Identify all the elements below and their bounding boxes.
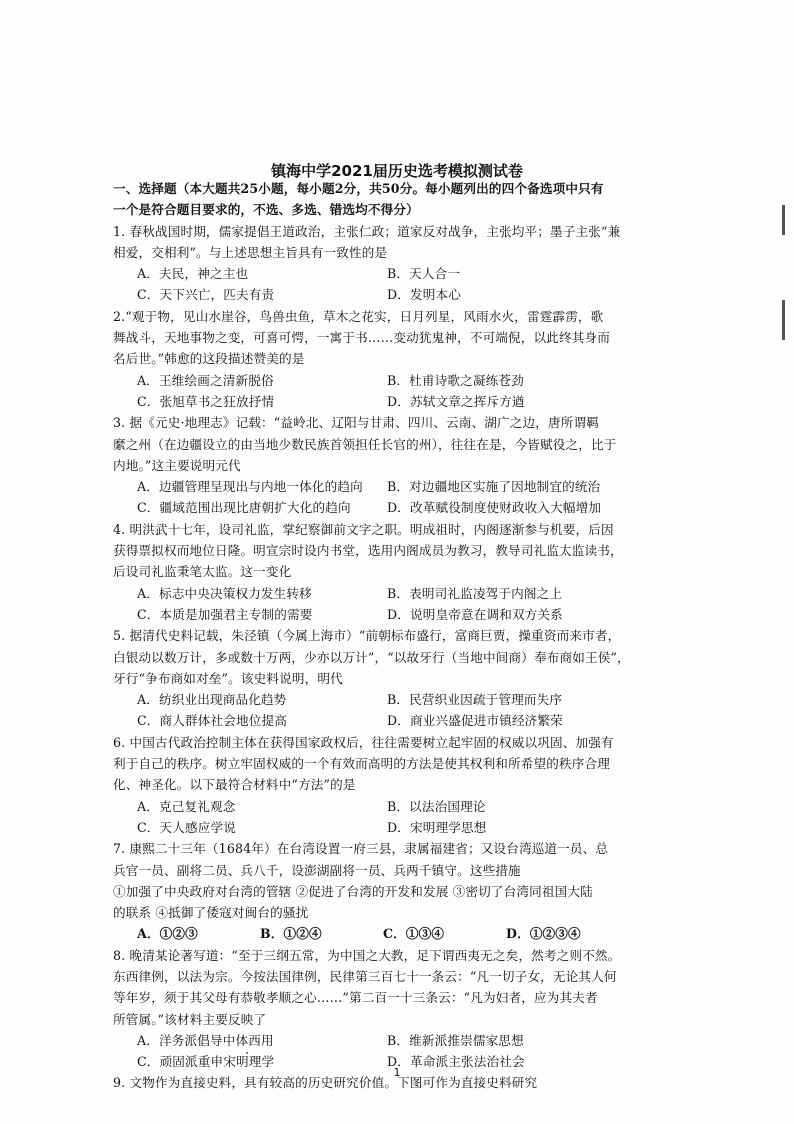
question-7 (113, 838, 683, 944)
option-a: A．标志中央决策权力发生转移 (137, 585, 312, 601)
scan-edge-mark (782, 205, 785, 235)
question-8 (113, 945, 683, 1073)
question-text-line: 名后世。”韩愈的这段描述赞美的是 (113, 351, 305, 367)
option-c: C．天下兴亡，匹夫有责 (137, 287, 275, 303)
question-2 (113, 306, 683, 412)
question-text-line: 8. 晚清某论著写道：“至于三纲五常，为中国之大教，足下谓西夷无之矣，然考之则不然。 (113, 947, 621, 963)
option-a: A．王维绘画之清新脱俗 (137, 372, 274, 388)
question-1 (113, 221, 683, 306)
question-text-line: 6. 中国古代政治控制主体在获得国家政权后，往往需要树立起牢固的权威以巩固、加强有 (113, 734, 614, 750)
question-text-line: 获得票拟权而地位日隆。明宣宗时设内书堂，选用内阁成员为教习，教导司礼监太监读书， (113, 543, 623, 559)
option-b: B．维新派推崇儒家思想 (387, 1032, 524, 1048)
question-text-line: 舞战斗，天地事物之变，可喜可愕，一寓于书……变动犹鬼神，不可端倪，以此终其身而 (113, 330, 611, 346)
question-text-line: 兵官一员、副将二员、兵八千，设澎湖副将一员、兵两千镇守。这些措施 (113, 862, 521, 878)
question-text-line: 内地。”这主要说明元代 (113, 457, 241, 473)
option-c: C．天人感应学说 (137, 819, 236, 835)
question-text-line: 相爱，交相利”。与上述思想主旨具有一致性的是 (113, 244, 388, 260)
option-d: D．改革赋役制度使财政收入大幅增加 (387, 500, 602, 516)
option-c: C．顽固派重申宋明理学 (137, 1054, 275, 1070)
scan-edge-mark (782, 300, 785, 340)
option-a: A．洋务派倡导中体西用 (137, 1032, 274, 1048)
option-d: D．发明本心 (387, 287, 461, 303)
option-d: D．商业兴盛促进市镇经济繁荣 (387, 713, 563, 729)
option-b: B．对边疆地区实施了因地制宜的统治 (387, 479, 601, 495)
option-b: B．以法治国理论 (387, 798, 486, 814)
question-text-line: 的联系 ④抵御了倭寇对闽台的骚扰 (113, 905, 309, 921)
option-a: A．纺织业出现商品化趋势 (137, 692, 287, 708)
option-c: C．张旭草书之狂放抒情 (137, 393, 275, 409)
page-title: 镇海中学2021届历史选考模拟测试卷 (271, 162, 523, 180)
option-d: D．苏轼文章之挥斥方遒 (387, 393, 525, 409)
question-text-line: 白银动以数万计，多或数十万两，少亦以万计”，“以故牙行（当地中间商）奉布商如王侯”， (113, 649, 630, 665)
option-c: C．①③④ (383, 926, 445, 942)
option-b: B．民营织业因疏于管理而失序 (387, 692, 563, 708)
question-text-line: 4. 明洪武十七年，设司礼监，掌纪察御前文字之职。明成祖时，内阁逐渐参与机要，后因 (113, 521, 614, 537)
option-c: C．疆域范围出现比唐朝扩大化的趋向 (137, 500, 351, 516)
option-c: C．本质是加强君主专制的需要 (137, 606, 313, 622)
option-b: B．表明司礼监凌驾于内阁之上 (387, 585, 563, 601)
question-text-line: 3. 据《元史·地理志》记载：“益岭北、辽阳与甘肃、四川、云南、湖广之边，唐所谓羁 (113, 415, 599, 431)
question-text-line: 利于自己的秩序。树立牢固权威的一个有效而高明的方法是使其权利和所希望的秩序合理 (113, 756, 611, 772)
question-text-line: 化、神圣化。以下最符合材料中“方法”的是 (113, 777, 356, 793)
question-6 (113, 732, 683, 838)
scan-speck (246, 1052, 248, 1054)
question-text-line: 后设司礼监秉笔太监。这一变化 (113, 564, 292, 580)
option-a: A．夫民，神之主也 (137, 266, 249, 282)
option-a: A．①②③ (137, 926, 198, 942)
question-text-line: 5. 据清代史料记载，朱泾镇（今属上海市）“前朝标布盛行，富商巨贾，操重资而来市者， (113, 628, 621, 644)
question-text-line: 2.“观于物，见山水崖谷，鸟兽虫鱼，草木之花实，日月列星，风雨水火，雷霆霹雳，歌 (113, 308, 604, 324)
page-number: 1 (393, 1066, 401, 1079)
option-a: A．边疆管理呈现出与内地一体化的趋向 (137, 479, 363, 495)
option-b: B．杜甫诗歌之凝练苍劲 (387, 372, 524, 388)
exam-content (113, 178, 683, 1094)
option-b: B．天人合一 (387, 266, 461, 282)
option-c: C．商人群体社会地位提高 (137, 713, 287, 729)
question-text-line: ①加强了中央政府对台湾的管辖 ②促进了台湾的开发和发展 ③密切了台湾同祖国大陆 (113, 883, 593, 899)
question-text-line: 1. 春秋战国时期，儒家提倡王道政治，主张仁政；道家反对战争，主张均平；墨子主张“兼 (113, 223, 621, 239)
option-b: B．①②④ (260, 926, 322, 942)
question-text-line: 7. 康熙二十三年（1684年）在台湾设置一府三县，隶属福建省；又设台湾巡道一员、总 (113, 841, 609, 857)
section-heading-line: 一个是符合题目要求的，不选、多选、错选均不得分） (113, 202, 419, 218)
option-d: D．宋明理学思想 (387, 819, 487, 835)
question-text-line: 等年岁，须于其父母有恭敬孝顺之心……”第二百一十三条云：“凡为妇者，应为其夫者 (113, 990, 598, 1006)
option-a: A．克己复礼观念 (137, 798, 236, 814)
section-heading-line: 一、选择题（本大题共25小题，每小题2分，共50分。每小题列出的四个备选项中只有 (113, 181, 604, 196)
question-text-line: 东西律例，以法为宗。今按法国律例，民律第三百七十一条云：“凡一切子女，无论其人何 (113, 968, 617, 984)
question-text-line: 9. 文物作为直接史料，具有较高的历史研究价值。下图可作为直接史料研究 (113, 1075, 538, 1091)
question-5 (113, 625, 683, 731)
question-3 (113, 412, 683, 518)
option-d: D．革命派主张法治社会 (387, 1054, 525, 1070)
option-d: D．说明皇帝意在调和双方关系 (387, 606, 563, 622)
question-text-line: 縻之州（在边疆设立的由当地少数民族首领担任长官的州），往往在是，今皆赋役之，比于 (113, 436, 617, 452)
question-text-line: 牙行“争布商如对垒”。该史料说明，明代 (113, 670, 343, 686)
question-text-line: 所管属。”该材料主要反映了 (113, 1011, 267, 1027)
question-4 (113, 519, 683, 625)
option-d: D．①②③④ (506, 926, 581, 942)
